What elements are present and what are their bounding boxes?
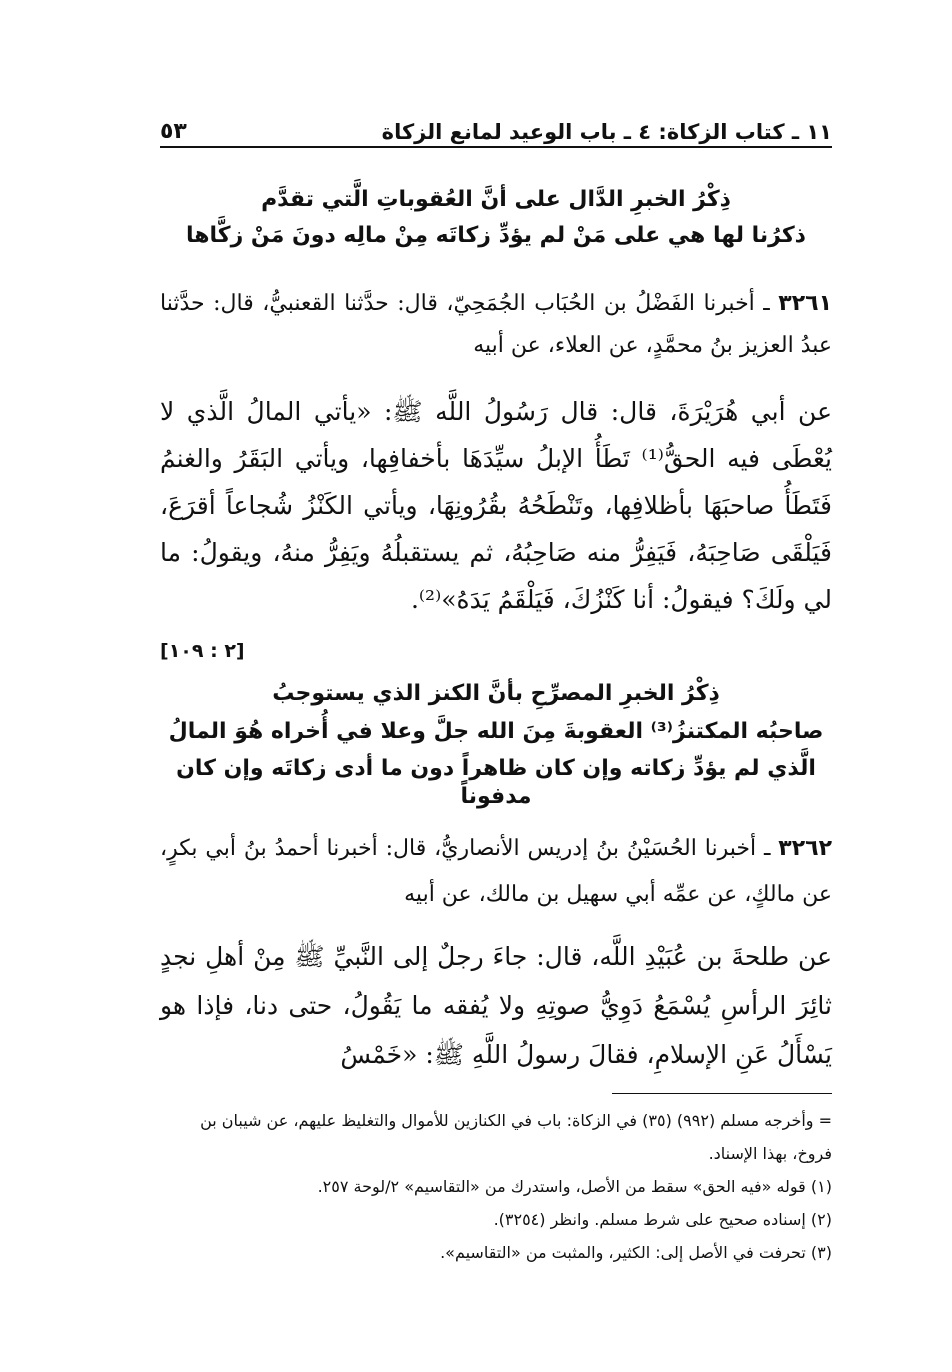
chain-text: ـ أخبرنا الحُسَيْنُ بنُ إدريس الأنصاريُّ، قال: أخبرنا أحمدُ بنُ أبي بكرٍ، عن مالكٍ، عن عمِّه أبي سهيل بن مالك، عن أبيه — [160, 836, 832, 907]
hadith-chain-3262 — [160, 826, 832, 918]
footnote-2: (٢) إسناده صحيح على شرط مسلم. وانظر (٣٢٥٤). — [493, 1210, 832, 1229]
heading-line: ذِكْرُ الخبرِ المصرِّحِ بأنَّ الكنز الذي يستوجبُ — [272, 681, 720, 706]
source-reference: [٢ : ١٠٩] — [160, 640, 245, 662]
page-number: ٥٣ — [160, 119, 187, 144]
header-divider — [160, 146, 832, 148]
hadith-text-3262: عن طلحةَ بن عُبَيْدِ اللَّه، قال: جاءَ رجلٌ إلى النَّبيِّ ﷺ مِنْ أهلِ نجدٍ ثائِرَ الرأسِ يُسْمَعُ دَوِيُّ صوتِهِ ولا يُفقه ما يَقُولُ، حتى دنا، فإذا هو يَسْأَلُ عَنِ الإسلامِ، فقالَ رسولُ اللَّهِ ﷺ: «خَمْسُ — [160, 942, 832, 1069]
heading-line: ذكرُنا لها هي على مَنْ لم يؤدِّ زكاتَه مِنْ مالِه دونَ مَنْ زكَّاها — [186, 222, 806, 248]
section-heading-1 — [160, 186, 832, 249]
hadith-number: ٣٢٦٢ — [778, 836, 832, 861]
section-heading-2 — [160, 680, 832, 810]
footnotes — [160, 1104, 832, 1269]
hadith-number: ٣٢٦١ — [778, 291, 832, 316]
hadith-chain-3261 — [160, 283, 832, 367]
heading-line: صاحبُه المكتنزُ⁽³⁾ العقوبةَ مِنَ الله جلَّ وعلا في أُخراه هُوَ المالُ — [168, 718, 824, 744]
heading-line: الَّذي لم يؤدِّ زكاته وإن كان ظاهراً دون ما أدى زكاتَه وإن كان مدفوناً — [176, 756, 816, 809]
footnote-divider — [612, 1093, 832, 1094]
heading-line: ذِكْرُ الخبرِ الدَّال على أنَّ العُقوباتِ الَّتي تقدَّم — [261, 187, 731, 212]
running-header-title: ١١ ـ كتاب الزكاة: ٤ ـ باب الوعيد لمانع الزكاة — [381, 120, 832, 144]
chain-text: ـ أخبرنا الفَضْلُ بن الحُبَاب الجُمَحِيّ، قال: حدَّثنا القعنبيُّ، قال: حدَّثنا عبدُ العزيز بنُ محمَّدٍ، عن العلاء، عن أبيه — [160, 291, 832, 358]
footnote-3: (٣) تحرفت في الأصل إلى: الكثير، والمثبت من «التقاسيم». — [440, 1243, 832, 1262]
footnote-1: (١) قوله «فيه الحق» سقط من الأصل، واستدرك من «التقاسيم» ٢/لوحة ٢٥٧. — [317, 1177, 832, 1196]
footnote-continuation: = وأخرجه مسلم (٩٩٢) (٣٥) في الزكاة: باب في الكنازين للأموال والتغليظ عليهم، عن شيبان بن فروخ، بهذا الإسناد. — [200, 1111, 832, 1163]
hadith-text-3261: عن أبي هُرَيْرَةَ، قال: قال رَسُولُ اللَّه ﷺ: «يأتي المالُ الَّذي لا يُعْطَى فيه الحقُّ⁽¹⁾ تَطَأُ الإبلُ سيِّدَهَا بأخفافِها، ويأتي البَقَرُ والغنمُ فَتَطَأُ صاحبَهَا بأظلافِها، وتَنْطَحُهُ بقُرُونِهَا، ويأتي الكَنْزُ شُجاعاً أقرَعَ، فَيَلْقَى صَاحِبَهُ، فَيَفِرُّ منه صَاحِبُهُ، ثم يستقبلُهُ ويَفِرُّ منهُ، ويقولُ: ما لي ولَكَ؟ فيقولُ: أنا كَنْزُكَ، فَيَلْقَمُ يَدَهُ»⁽²⁾. — [160, 397, 832, 614]
running-header — [160, 104, 832, 144]
